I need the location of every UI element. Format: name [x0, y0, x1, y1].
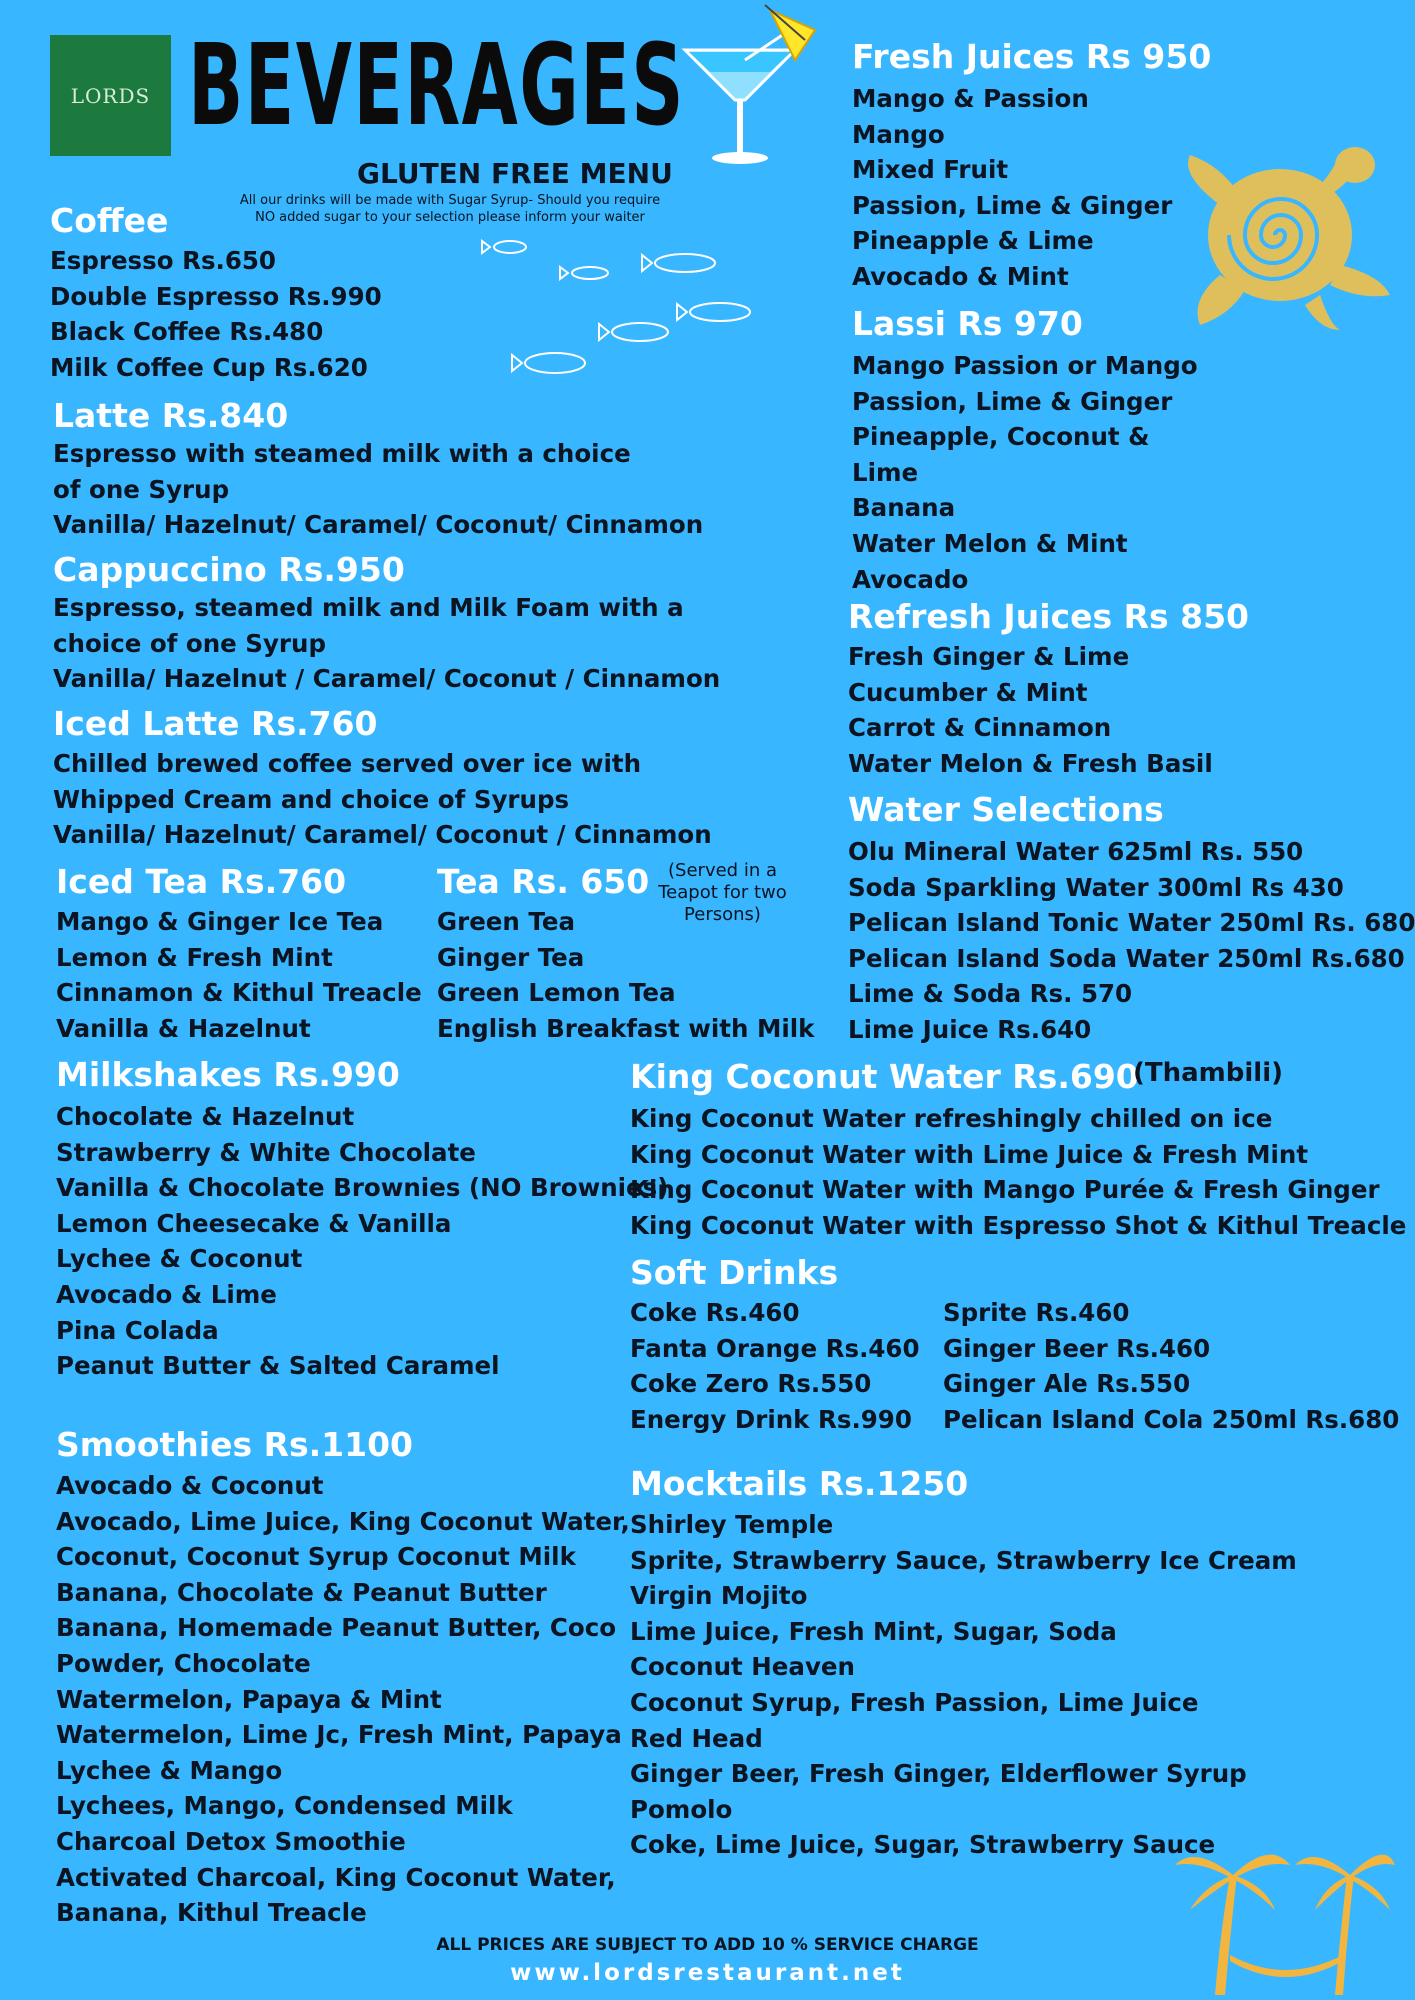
list-item: Olu Mineral Water 625ml Rs. 550 [848, 837, 1304, 866]
list-item: Activated Charcoal, King Coconut Water, [56, 1862, 616, 1892]
iced-tea-list [56, 904, 422, 1046]
list-item: Mixed Fruit [852, 155, 1009, 185]
list-item: choice of one Syrup [53, 628, 326, 658]
list-item: Coke Zero Rs.550 [630, 1369, 872, 1399]
list-item: Watermelon, Lime Jc, Fresh Mint, Papaya [56, 1720, 622, 1750]
list-item: Avocado & Coconut [56, 1471, 324, 1500]
list-item: Water Melon & Mint [852, 528, 1128, 558]
king-coconut-list [630, 1101, 1406, 1243]
iced-latte-list [53, 746, 712, 853]
list-item: Chilled brewed coffee served over ice with [53, 749, 642, 778]
fish-icon [677, 303, 750, 321]
list-item: Red Head [630, 1723, 763, 1753]
list-item: Lime & Soda Rs. 570 [848, 979, 1133, 1009]
list-item: Ginger Beer Rs.460 [943, 1333, 1211, 1363]
page-title: BEVERAGES [188, 21, 685, 151]
smoothies-list [56, 1468, 630, 1931]
list-item: Passion, Lime & Ginger [852, 386, 1173, 416]
list-item: Peanut Butter & Salted Caramel [56, 1351, 500, 1381]
list-item: Green Lemon Tea [437, 978, 676, 1008]
tea-note-line: Persons) [684, 904, 761, 925]
list-item: Sprite, Strawberry Sauce, Strawberry Ice Cream [630, 1545, 1297, 1575]
list-item: Powder, Chocolate [56, 1648, 311, 1678]
list-item: Banana, Homemade Peanut Butter, Coco [56, 1613, 617, 1643]
list-item: Vanilla/ Hazelnut / Caramel/ Coconut / Cinnamon [53, 664, 721, 694]
sugar-note-line: NO added sugar to your selection please inform your waiter [255, 210, 645, 225]
list-item: Milk Coffee Cup Rs.620 [50, 352, 368, 382]
soft-drinks-right-list [943, 1295, 1399, 1437]
milkshakes-list [56, 1099, 668, 1384]
list-item: Coconut Syrup, Fresh Passion, Lime Juice [630, 1687, 1199, 1717]
list-item: Coke, Lime Juice, Sugar, Strawberry Sauce [630, 1830, 1216, 1860]
list-item: Avocado, Lime Juice, King Coconut Water, [56, 1506, 630, 1536]
service-charge-note: ALL PRICES ARE SUBJECT TO ADD 10 % SERVICE CHARGE [436, 1935, 979, 1955]
section-title-mocktails: Mocktails Rs.1250 [630, 1464, 969, 1503]
section-title-fresh-juices: Fresh Juices Rs 950 [852, 37, 1212, 76]
list-item: Shirley Temple [630, 1510, 834, 1539]
list-item: Pineapple, Coconut & [852, 422, 1150, 452]
turtle-icon [1180, 125, 1400, 335]
section-title-lassi: Lassi Rs 970 [852, 304, 1083, 343]
list-item: Lime Juice Rs.640 [848, 1014, 1092, 1044]
tea-note-line: Teapot for two [658, 882, 787, 903]
list-item: Espresso Rs.650 [50, 246, 276, 275]
list-item: Coconut Heaven [630, 1652, 855, 1682]
list-item: Ginger Ale Rs.550 [943, 1369, 1191, 1399]
list-item: Espresso with steamed milk with a choice [53, 439, 631, 468]
list-item: Water Melon & Fresh Basil [848, 748, 1213, 778]
soft-drinks-left-list [630, 1295, 920, 1437]
list-item: Banana [852, 493, 956, 523]
list-item: Pelican Island Tonic Water 250ml Rs. 680 [848, 908, 1415, 938]
fish-icon [599, 323, 668, 341]
sugar-note [215, 192, 685, 226]
list-item: Vanilla/ Hazelnut/ Caramel/ Coconut/ Cinnamon [53, 510, 704, 540]
list-item: Fresh Ginger & Lime [848, 642, 1130, 671]
list-item: Cucumber & Mint [848, 677, 1088, 707]
latte-list [53, 436, 703, 543]
list-item: Banana, Chocolate & Peanut Butter [56, 1577, 547, 1607]
list-item: Carrot & Cinnamon [848, 713, 1112, 743]
list-item: Double Espresso Rs.990 [50, 281, 382, 311]
list-item: Avocado & Lime [56, 1279, 277, 1309]
list-item: Coconut, Coconut Syrup Coconut Milk [56, 1542, 576, 1572]
section-title-soft-drinks: Soft Drinks [630, 1253, 839, 1292]
list-item: Lime [852, 457, 919, 487]
list-item: Vanilla & Hazelnut [56, 1013, 311, 1043]
list-item: King Coconut Water with Lime Juice & Fresh Mint [630, 1139, 1309, 1169]
list-item: King Coconut Water refreshingly chilled on ice [630, 1104, 1273, 1133]
list-item: Lime Juice, Fresh Mint, Sugar, Soda [630, 1616, 1117, 1646]
list-item: King Coconut Water with Espresso Shot & Kithul Treacle [630, 1210, 1407, 1240]
list-item: Lychee & Mango [56, 1755, 283, 1785]
section-title-tea: Tea Rs. 650 [437, 862, 650, 901]
section-title-refresh-juices: Refresh Juices Rs 850 [848, 597, 1250, 636]
logo-text: LORDS [70, 83, 151, 108]
list-item: Black Coffee Rs.480 [50, 317, 324, 347]
list-item: Mango [852, 119, 945, 149]
page-subtitle: GLUTEN FREE MENU [357, 157, 673, 190]
list-item: Avocado & Mint [852, 261, 1069, 291]
list-item: Lychee & Coconut [56, 1244, 303, 1274]
section-title-milkshakes: Milkshakes Rs.990 [56, 1055, 400, 1094]
list-item: Vanilla & Chocolate Brownies (NO Brownies) [56, 1173, 669, 1203]
section-title-iced-tea: Iced Tea Rs.760 [56, 862, 347, 901]
list-item: Pelican Island Cola 250ml Rs.680 [943, 1404, 1400, 1434]
tea-list [437, 904, 814, 1046]
section-title-iced-latte: Iced Latte Rs.760 [53, 704, 378, 743]
water-list [848, 834, 1415, 1048]
list-item: Virgin Mojito [630, 1581, 808, 1611]
list-item: Vanilla/ Hazelnut/ Caramel/ Coconut / Cinnamon [53, 820, 712, 850]
list-item: Soda Sparkling Water 300ml Rs 430 [848, 872, 1344, 902]
list-item: Whipped Cream and choice of Syrups [53, 784, 570, 814]
list-item: English Breakfast with Milk [437, 1013, 815, 1043]
mocktails-list [630, 1507, 1297, 1863]
restaurant-logo [50, 35, 171, 156]
fish-icon [482, 241, 526, 253]
list-item: Fanta Orange Rs.460 [630, 1333, 920, 1363]
list-item: King Coconut Water with Mango Purée & Fresh Ginger [630, 1175, 1380, 1205]
list-item: Mango & Passion [852, 84, 1089, 113]
sugar-note-line: All our drinks will be made with Sugar Syrup- Should you require [239, 193, 661, 208]
list-item: Lychees, Mango, Condensed Milk [56, 1791, 513, 1821]
website-link[interactable]: www.lordsrestaurant.net [510, 1960, 905, 1986]
tea-note-line: (Served in a [668, 860, 777, 881]
fish-icon [642, 254, 715, 272]
list-item: Watermelon, Papaya & Mint [56, 1684, 442, 1714]
list-item: of one Syrup [53, 474, 230, 504]
fish-school-icon [480, 225, 780, 385]
section-title-coffee: Coffee [50, 201, 169, 240]
section-title-water: Water Selections [848, 790, 1164, 829]
list-item: Charcoal Detox Smoothie [56, 1826, 406, 1856]
fresh-juices-list [852, 81, 1172, 295]
list-item: Pina Colada [56, 1315, 219, 1345]
king-coconut-note: (Thambili) [1133, 1058, 1283, 1088]
lassi-list [852, 348, 1198, 597]
list-item: Passion, Lime & Ginger [852, 190, 1173, 220]
section-title-latte: Latte Rs.840 [53, 396, 289, 435]
list-item: Sprite Rs.460 [943, 1298, 1130, 1327]
fish-icon [512, 353, 585, 373]
section-title-cappuccino: Cappuccino Rs.950 [53, 550, 405, 589]
coffee-list [50, 243, 382, 385]
fish-icon [560, 267, 608, 279]
list-item: Pineapple & Lime [852, 226, 1094, 256]
section-title-king-coconut: King Coconut Water Rs.690 [630, 1057, 1139, 1096]
list-item: Mango & Ginger Ice Tea [56, 907, 384, 936]
list-item: Lemon & Fresh Mint [56, 942, 333, 972]
list-item: Coke Rs.460 [630, 1298, 800, 1327]
refresh-juices-list [848, 639, 1213, 781]
list-item: Cinnamon & Kithul Treacle [56, 978, 422, 1008]
list-item: Ginger Tea [437, 942, 585, 972]
list-item: Banana, Kithul Treacle [56, 1898, 367, 1928]
list-item: Energy Drink Rs.990 [630, 1404, 912, 1434]
list-item: Espresso, steamed milk and Milk Foam with a [53, 593, 684, 622]
cappuccino-list [53, 590, 720, 697]
cocktail-glass-icon [675, 0, 825, 170]
list-item: Ginger Beer, Fresh Ginger, Elderflower Syrup [630, 1759, 1247, 1789]
section-title-smoothies: Smoothies Rs.1100 [56, 1425, 414, 1464]
list-item: Mango Passion or Mango [852, 351, 1198, 380]
list-item: Strawberry & White Chocolate [56, 1137, 476, 1167]
list-item: Chocolate & Hazelnut [56, 1102, 355, 1131]
list-item: Pelican Island Soda Water 250ml Rs.680 [848, 943, 1405, 973]
list-item: Avocado [852, 564, 969, 594]
list-item: Lemon Cheesecake & Vanilla [56, 1208, 452, 1238]
list-item: Pomolo [630, 1794, 733, 1824]
list-item: Green Tea [437, 907, 576, 936]
